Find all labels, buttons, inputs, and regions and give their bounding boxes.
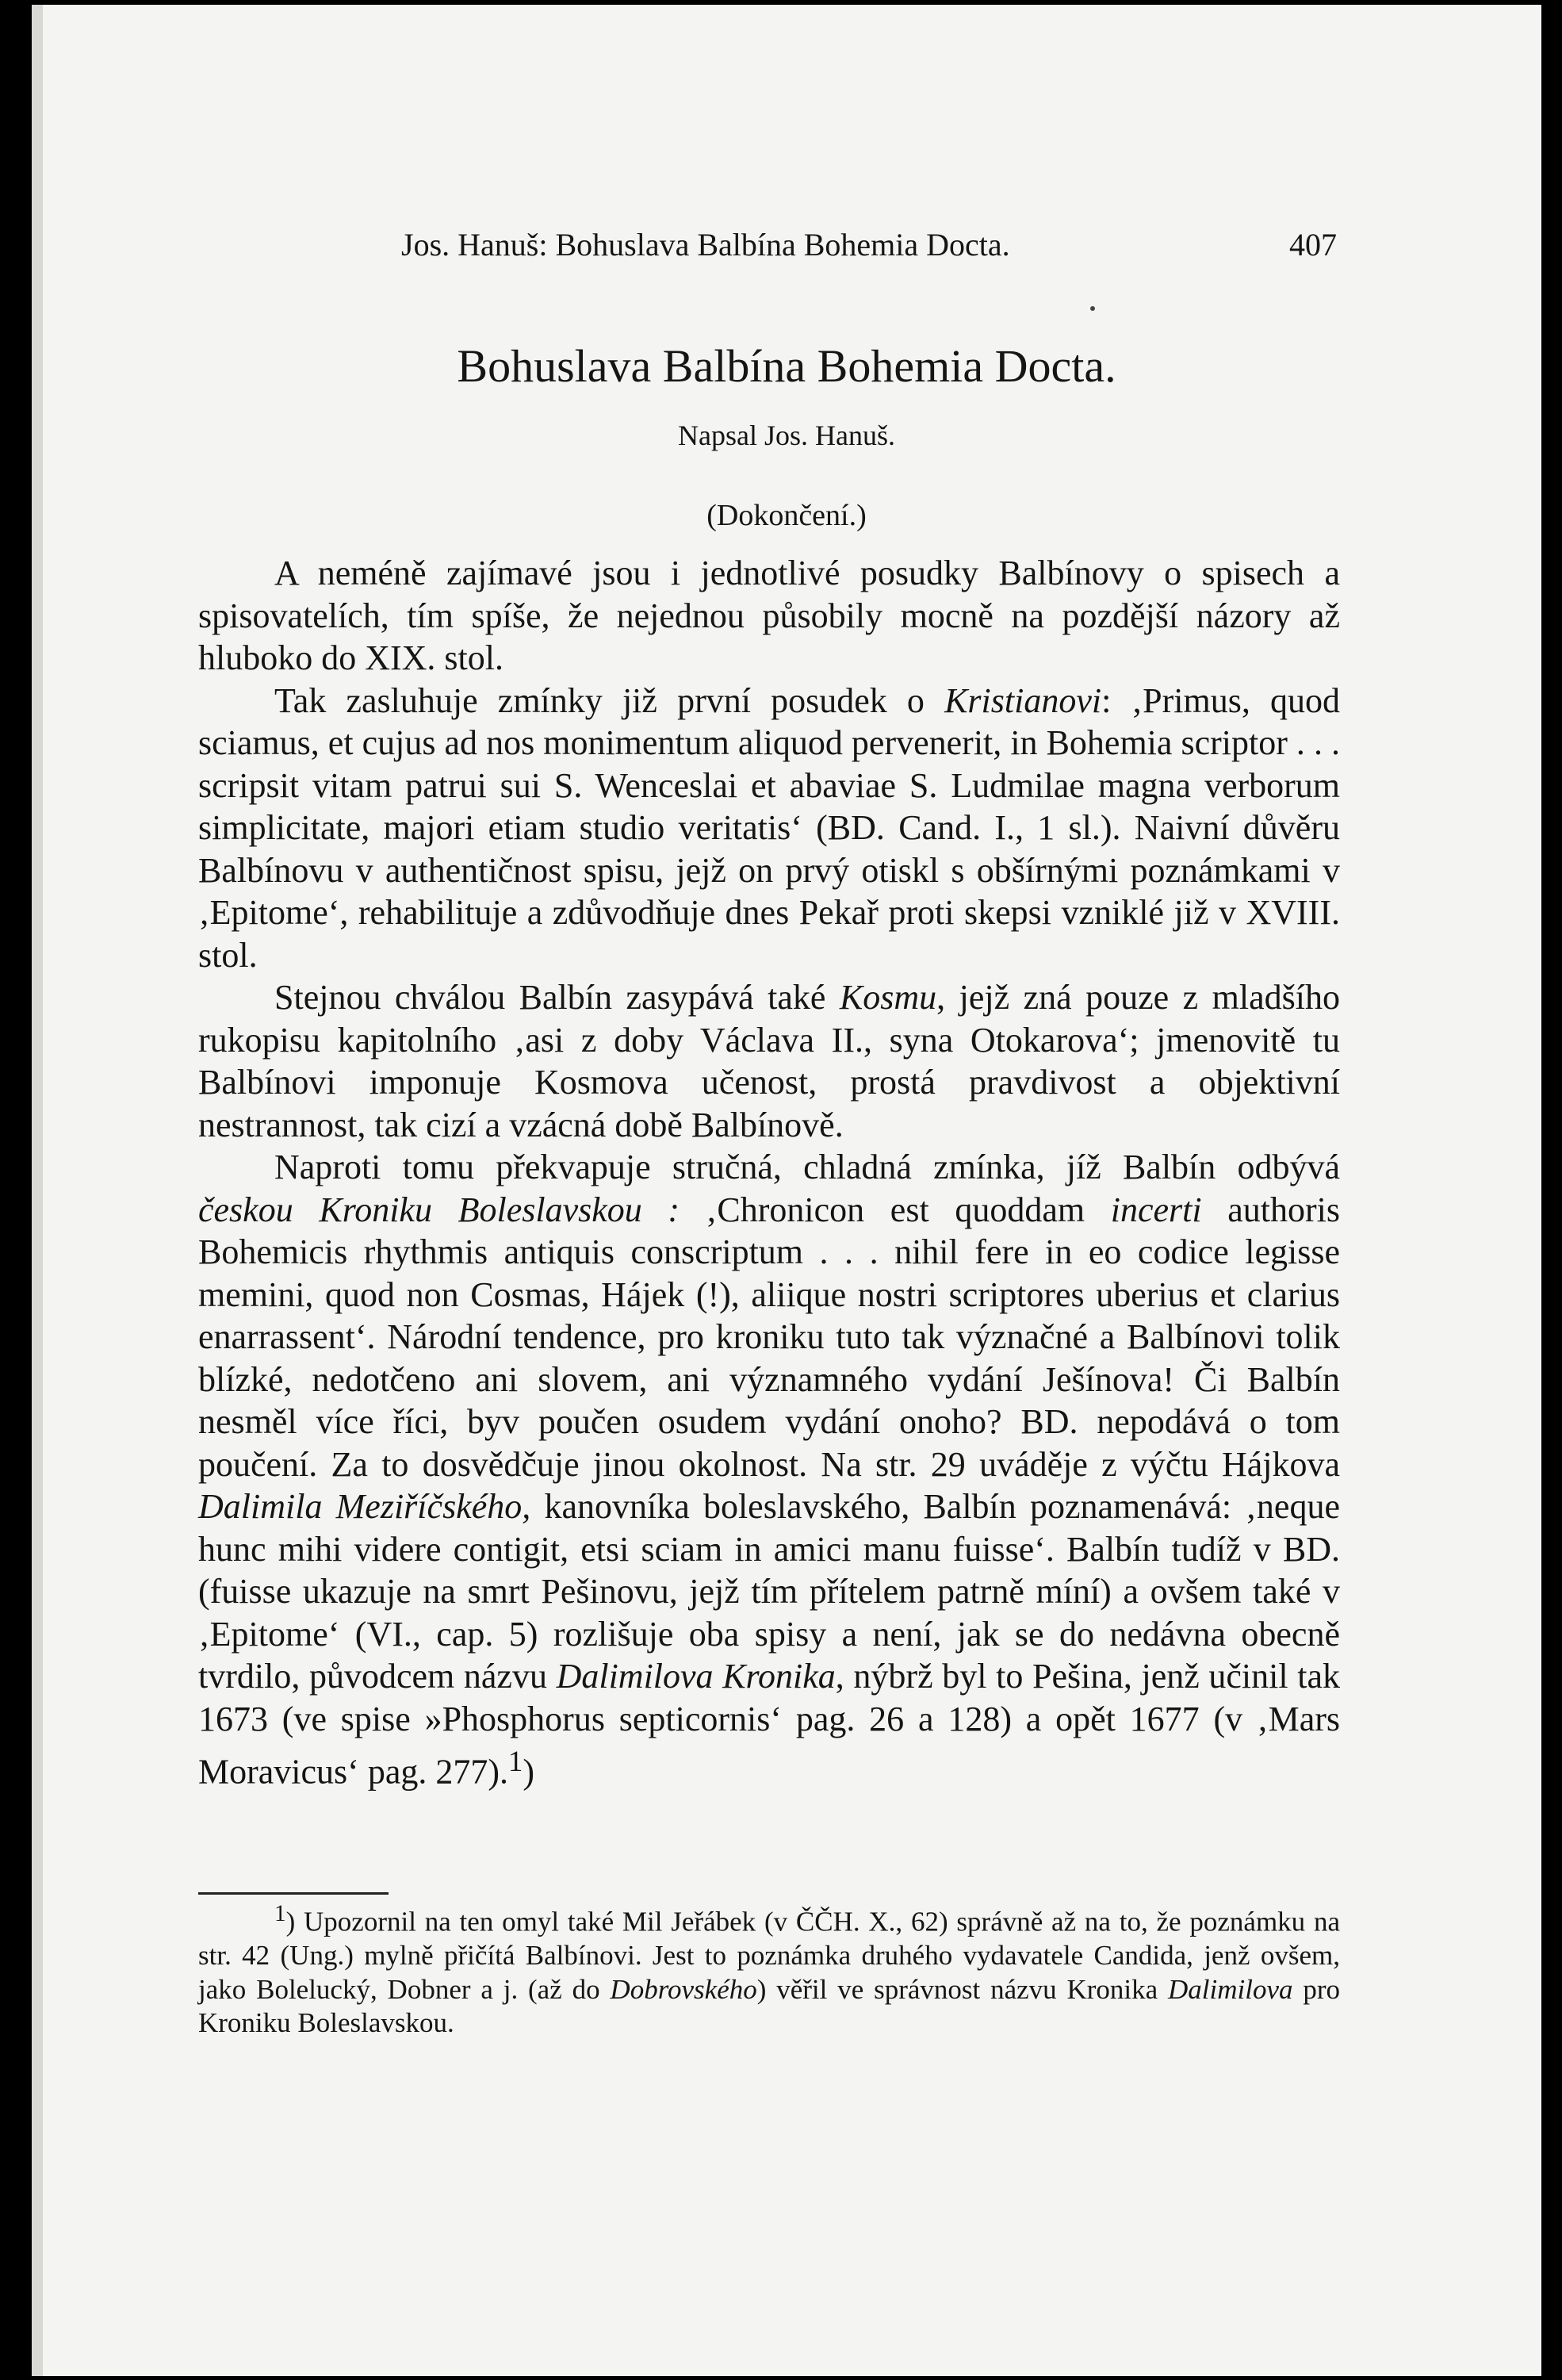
paragraph-1 [198,552,1340,680]
footnote-marker: 1 [274,1901,286,1926]
footnote [198,1897,1340,2041]
paragraph-4-italic-f: Dalimila Meziříčského, [198,1487,531,1526]
paragraph-2 [198,680,1340,977]
footnote-text-e: pro Kroniku Boleslavskou. [198,1973,1340,2039]
paragraph-4 [198,1146,1340,1793]
paragraph-4-text-i: , nýbrž byl to Pešina, jenž učinil tak 1673 (ve spise »Phosphorus septicornis‘ pag. 26 a 128) a opět 1677 (v ‚Mars Moravicus‘ pag. 277). [198,1657,1340,1792]
paragraph-3-italic: Kosmu [839,978,937,1017]
article-title: Bohuslava Balbína Bohemia Docta. [457,340,1116,392]
footnote-reference[interactable]: 1 [508,1745,523,1777]
paragraph-3-text-a: Stejnou chválou Balbín zasypává také [274,978,840,1017]
paragraph-3 [198,976,1340,1146]
paragraph-4-text-e: authoris Bohemicis rhythmis antiquis conscriptum . . . nihil fere in eo codice legisse memini, quod non Cosmas, Hájek (!), aliique nostri scriptores uberius et clarius enarrassent‘. Národní tendence, pro kroniku tuto tak význačné a Balbínovi tolik blízké, nedotčeno ani slovem, ani významného vydání Ješínova! Či Balbín nesměl více říci, byv poučen osudem vydání onoho? BD. nepodává o tom poučení. Za to dosvědčuje jinou okolnost. Na str. 29 uváděje z výčtu Hájkova [198,1190,1340,1484]
article-body [198,552,1340,1793]
paragraph-4-text-g: kanovníka boleslavského, Balbín poznamenává: ‚neque hunc mihi videre contigit, etsi sciam in amici manu fuisse‘. Balbín tudíž v BD. (fuisse ukazuje na smrt Pešinovu, jejž tím přítelem patrně míní) a ovšem také v ‚Epitome‘ (VI., cap. 5) rozlišuje oba spisy a není, jak se do nedávna obecně tvrdilo, původcem názvu [198,1487,1340,1696]
running-head-title: Jos. Hanuš: Bohuslava Balbína Bohemia Docta. [401,227,1010,263]
running-head [401,225,1337,265]
footnote-text-c: ) věřil ve správnost názvu Kronika [756,1973,1169,2005]
paragraph-4-text-a: Naproti tomu překvapuje stručná, chladná zmínka, jíž Balbín odbývá [274,1148,1340,1186]
paragraph-1-text: A neméně zajímavé jsou i jednotlivé posudky Balbínovy o spisech a spisovatelích, tím spíše, že nejednou působily mocně na pozdější názory až hluboko do XIX. stol. [198,554,1340,677]
paragraph-2-text-c: : ‚Primus, quod sciamus, et cujus ad nos monimentum aliquod pervenerit, in Bohemia scriptor . . . scripsit vitam patrui sui S. Wenceslai et abaviae S. Ludmilae magna verborum simplicitate, majori etiam studio veritatis‘ (BD. Cand. I., 1 sl.). Naivní důvěru Balbínovu v authentičnost spisu, jejž on prvý otiskl s obšírnými poznámkami v ‚Epitome‘, rehabilituje a zdůvodňuje dnes Pekař proti skepsi vzniklé již v XVIII. stol. [198,680,1340,975]
footnote-marker-close: ) [285,1906,296,1937]
page-number: 407 [1289,227,1337,263]
footnote-italic-d: Dalimilova [1168,1973,1293,2005]
paragraph-4-italic-h: Dalimilova Kronika [556,1657,836,1696]
footnote-rule [198,1892,389,1895]
footnote-text-a: Upozornil na ten omyl také Mil Jeřábek (v ČČH. X., 62) správně až na to, že poznámku na str. 42 (Ung.) mylně přičítá Balbínovi. Jest to poznámka druhého vydavatele Candida, jenž ovšem, jako Bolelucký, Dobner a j. (až do [198,1906,1340,2005]
paragraph-2-text-a: Tak zasluhuje zmínky již první posudek o [274,680,945,720]
book-page [32,5,1541,2376]
paragraph-4-text-c: ‚Chronicon est quoddam [680,1190,1111,1229]
footnote-text [198,1897,1340,2041]
footnote-italic-b: Dobrovského [610,1973,757,2005]
footnote-reference-close: ) [523,1752,534,1792]
paragraph-2-italic: Kristianovi [944,680,1102,720]
author-line: Napsal Jos. Hanuš. [678,420,895,451]
continuation-note: (Dokončení.) [706,499,867,532]
paragraph-4-italic-d: incerti [1110,1190,1202,1229]
paragraph-4-italic-b: českou Kroniku Boleslavskou : [198,1190,680,1229]
print-speck [1090,306,1095,311]
paragraph-3-text-c: , jejž zná pouze z mladšího rukopisu kapitolního ‚asi z doby Václava II., syna Otokarova‘; jmenovitě tu Balbínovi imponuje Kosmova učenost, prostá pravdivost a objektivní nestrannost, tak cizí a vzácná době Balbínově. [198,978,1340,1144]
